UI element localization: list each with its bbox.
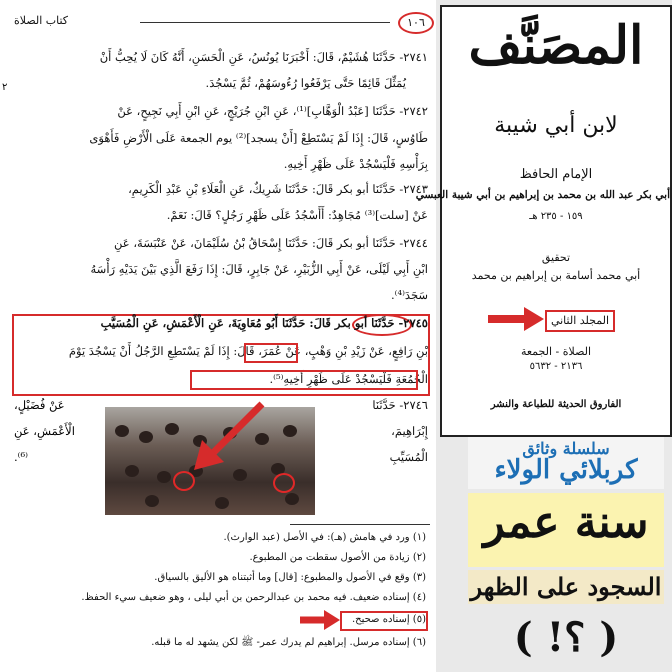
series-logo [468,437,664,489]
text-line: ابْنِ أَبِي لَيْلَى، عَنْ أَبِي الزُّبَيْرِ، عَنْ جَابِرٍ، قَالَ: إِذَا رَفَعَ الَّذِي بَيْنَ يَدَيْهِ رَأْسَهُ [90,262,428,276]
header-rule [140,22,390,23]
text-line-highlight: بْنِ رَافِعٍ، عَنْ زَيْدِ بْنِ وَهْبٍ، عَنْ عُمَرَ، قَالَ: إِذَا لَمْ يَسْتَطِعِ الرَّجُلُ أَنْ يَسْجُدَ يَوْمَ [68,344,428,358]
text-line: ٢٧٤٢- حَدَّثَنَا [عَبْدُ الْوَهَّابِ]⁽¹⁾، عَنِ ابْنِ جُرَيْجٍ، عَنِ ابْنِ أَبِي نَجِيحٍ، عَنْ [117,104,428,118]
highlight-circle [273,473,295,493]
series-top-label: سلسلة وثائق [522,439,610,458]
text-fragment: عَنْ فُضَيْلٍ، [14,398,65,412]
text-line: سَجَدَ⁽⁴⁾. [390,288,428,302]
headline-sub: السجود على الظهر [468,570,664,604]
red-arrow-icon [298,608,342,632]
cover-author: لابن أبي شيبة [494,113,618,138]
margin-mark: ٢ [2,82,8,93]
text-line: بِرَأْسِهِ فَلْيَسْجُدْ عَلَى ظَهْرِ أَخِيهِ. [283,157,428,171]
text-line: ٢٧٤١- حَدَّثَنَا هُشَيْمٌ، قَالَ: أَخْبَرَنَا يُونُسُ، عَنِ الْحَسَنِ، أَنَّهُ كَانَ لَا يُحِبُّ أَنْ [99,50,428,64]
text-line-highlight: الْجُمُعَةِ فَلْيَسْجُدْ عَلَى ظَهْرِ أَخِيهِ⁽⁵⁾. [269,372,428,386]
contents: الصلاة - الجمعة [520,345,592,358]
red-arrow-icon [180,400,270,472]
chapter-title: كتاب الصلاة [14,14,69,27]
editor: أبي محمد أسامة بن إبراهيم بن محمد [471,269,641,282]
text-line: يُمَثِّلَ قَائِمًا حَتَّى يَرْفَعُوا رُءُوسَهُمْ، ثُمَّ يَسْجُدَ. [205,76,406,90]
footnote-rule [290,524,430,525]
cover-title: المصَنَّف [468,15,644,76]
publisher: الفاروق الحديثة للطباعة والنشر [490,399,622,410]
sahih-highlight-box [340,611,428,631]
full-name: أبي بكر عبد الله بن محمد بن إبراهيم بن أبي شيبة العبسي [415,189,670,201]
range: ٢١٣٦ - ٥٦٣٢ [529,361,583,372]
page-number: ١٠٦ [398,12,434,34]
back-sujud-highlight-box [190,370,418,390]
text-line: ٢٧٤٦- حَدَّثَنَا [372,398,428,412]
text-line: إِبْرَاهِيمَ، [391,424,428,438]
footnote: (٣) وقع في الأصول والمطبوع: [قال] وما أثبتناه هو الأليق بالسياق. [154,572,426,583]
text-fragment: الْأَعْمَشِ، عَنِ [14,424,75,438]
headline-box [468,493,664,567]
text-fragment: ⁽⁶⁾. [14,450,28,464]
dates: ١٥٩ - ٢٣٥ هـ [529,211,583,222]
text-line: ٢٧٤٤- حَدَّثَنَا أبو بكر قَالَ: حَدَّثَنَا إِسْحَاقُ بْنُ سُلَيْمَانَ، عَنْ عَنْبَسَةَ، عَنِ [114,236,428,250]
highlight-circle [173,471,195,491]
footnote: (٦) إسناده مرسل. إبراهيم لم يدرك عمر- ﷺ لكن يشهد له ما قبله. [151,637,426,648]
text-line: عَنْ [سلت]⁽³⁾ مُجَاهِدٌ: أَأَسْجُدُ عَلَى ظَهْرِ رَجُلٍ؟ قَالَ: نَعَمْ. [166,208,428,222]
text-line: طَاوُسٍ، قَالَ: إِذَا لَمْ يَسْتَطِعْ [أَنْ يسجد]⁽²⁾ يوم الجمعة عَلَى الْأَرْضِ فَأَهْوَى [89,131,428,145]
text-line: الْمُسَيِّبِ [389,450,428,464]
omar-highlight-box [244,343,298,363]
text-line: ٢٧٤٣- حَدَّثَنَا أبو بكر قَالَ: حَدَّثَنَا شَرِيكٌ، عَنِ الْعَلَاءِ بْنِ عَبْدِ الْكَرِيمِ، [128,182,428,196]
question-exclamation-marks: ( !؟ ) [513,614,619,661]
footnote: (٤) إسناده ضعيف. فيه محمد بن عبدالرحمن بن أبي ليلى ، وهو ضعيف سيء الحفظ. [81,592,426,603]
footnote: (٢) زيادة من الأصول سقطت من المطبوع. [249,552,426,563]
footnote: (٥) إسناده صحيح. [351,614,426,625]
headline-main: سنة عمر [483,497,649,548]
tahqiq-label: تحقيق [541,251,571,264]
imam-label: الإمام الحافظ [519,167,593,182]
red-arrow-icon [486,306,546,332]
text-line-highlight: ٢٧٤٥- حَدَّثَنَا أبو بكر قَالَ: حَدَّثَنَا أَبُو مُعَاوِيَةَ، عَنِ الْأَعْمَشِ، عَنِ الْمُسَيَّبِ [100,316,428,330]
series-main-label: كربلائي الولاء [494,455,638,485]
volume-box: المجلد الثاني [545,310,615,332]
footnote: (١) ورد في هامش (هـ): في الأصل (عبد الوارث). [223,532,426,543]
